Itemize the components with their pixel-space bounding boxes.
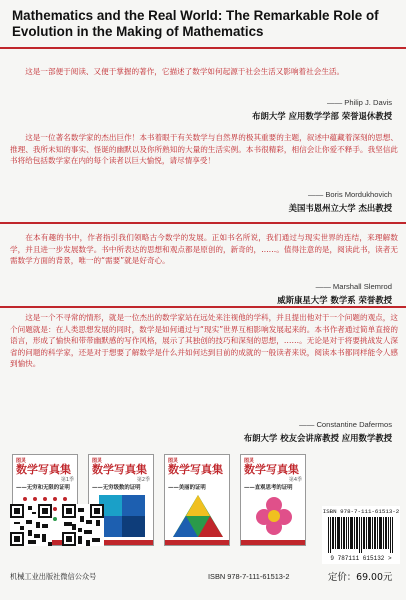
qr-code-store <box>62 504 104 546</box>
book-title: Mathematics and the Real World: The Remarkable Role of Evolution in the Making of Mathematics <box>12 8 379 39</box>
quote-1-affiliation: 布朗大学 应用数学学部 荣誉退休教授 <box>252 111 392 121</box>
book-cover-subtitle: ——无穷和无限的证明 <box>16 485 70 491</box>
barcode-isbn: ISBN 978-7-111-61513-2 <box>322 508 400 515</box>
quote-2-text: 这是一位著名数学家的杰出巨作！本书着眼于有关数学与自然界的极其重要的主题，叙述中蕴藏着深刻的思想、推理、我所未知的事实、怪诞的幽默以及你所熟知的大量的生活实例。本书很精彩，相信会让你爱不释手。我坚信此书将给包括数学家在内的每个读者以巨大愉悦，请尽情享受！ <box>10 133 398 166</box>
publisher-logo: 图灵 <box>168 458 179 464</box>
price: 定价：69.00元 <box>328 572 393 583</box>
book-cover-title: 数学写真集 <box>168 463 223 476</box>
barcode-bars <box>328 517 394 553</box>
book-cover-volume: 第2季 <box>136 477 150 483</box>
divider-rule-1 <box>0 222 406 224</box>
triangle-art <box>171 493 225 539</box>
publisher-logo: 图灵 <box>16 458 27 464</box>
quote-2-affiliation: 美国韦恩州立大学 杰出教授 <box>288 203 392 213</box>
publisher-logo: 图灵 <box>92 458 103 464</box>
book-cover-volume: 第1季 <box>60 477 74 483</box>
quote-3-author: —— Marshall Slemrod <box>315 282 392 291</box>
book-cover-subtitle: ——直观思考的证明 <box>244 485 293 491</box>
quote-4-text: 这是一个不寻常的情形，就是一位杰出的数学家站在远处来注视他的学科，并且提出他对于一个问题的观点，这个问题就是：在人类思想发展的同时，数学是如何通过与“现实”世界互相影响发展起来的。本书作者通过简单直接的语言，形成了愉快和带带幽默感的写作风格，展示了其独创的技巧和深刻的思想，……。无论是对于将要挑战发人深省的问题的科学家，还是对于想要了解数学是什么并如何达到目前的成就的一般读者来说，阅读本书都同样能令人感到愉快。 <box>10 313 398 369</box>
quote-3-affiliation: 威斯康星大学 数学系 荣誉教授 <box>277 295 392 305</box>
quote-1-text: 这是一部便于阅读、又便于掌握的著作，它描述了数学如何起源于社会生活又影响着社会生活。 <box>25 67 345 76</box>
divider-rule-2 <box>0 306 406 308</box>
barcode <box>322 506 400 564</box>
book-cover-title: 数学写真集 <box>92 463 147 476</box>
quote-2-author: —— Boris Mordukhovich <box>308 190 392 199</box>
quote-1-author: —— Philip J. Davis <box>327 98 392 107</box>
book-cover-title: 数学写真集 <box>16 463 71 476</box>
book-cover-3 <box>164 454 230 546</box>
barcode-number: 9 787111 615132 > <box>330 555 392 562</box>
related-books <box>12 454 312 546</box>
book-cover-4 <box>240 454 306 546</box>
flower-art <box>247 493 301 539</box>
quote-4-author: —— Constantine Dafermos <box>299 420 392 429</box>
quote-3-text: 在本有趣的书中，作者指引我们领略古今数学的发展。正如书名所说，我们通过与现实世界的连结，来理解数学，并且进一步发展数学。书中所表达的思想和观点都是原创的，新奇的，……。值得注意的是，阅读此书，读者无需数学方面的背景，唯一的“需要”就是好奇心。 <box>10 233 398 266</box>
divider-rule-top <box>0 47 406 49</box>
book-cover-subtitle: ——美丽的证明 <box>168 485 206 491</box>
wechat-label: 机械工业出版社微信公众号 <box>10 572 97 581</box>
qr-code-wechat <box>10 504 52 546</box>
quote-4-affiliation: 布朗大学 校友会讲席教授 应用数学教授 <box>243 433 392 443</box>
book-cover-title: 数学写真集 <box>244 463 299 476</box>
book-cover-volume: 第4季 <box>288 477 302 483</box>
isbn-text: ISBN 978-7-111-61513-2 <box>208 572 290 581</box>
publisher-logo: 图灵 <box>244 458 255 464</box>
book-cover-subtitle: ——无穷级数的证明 <box>92 485 141 491</box>
